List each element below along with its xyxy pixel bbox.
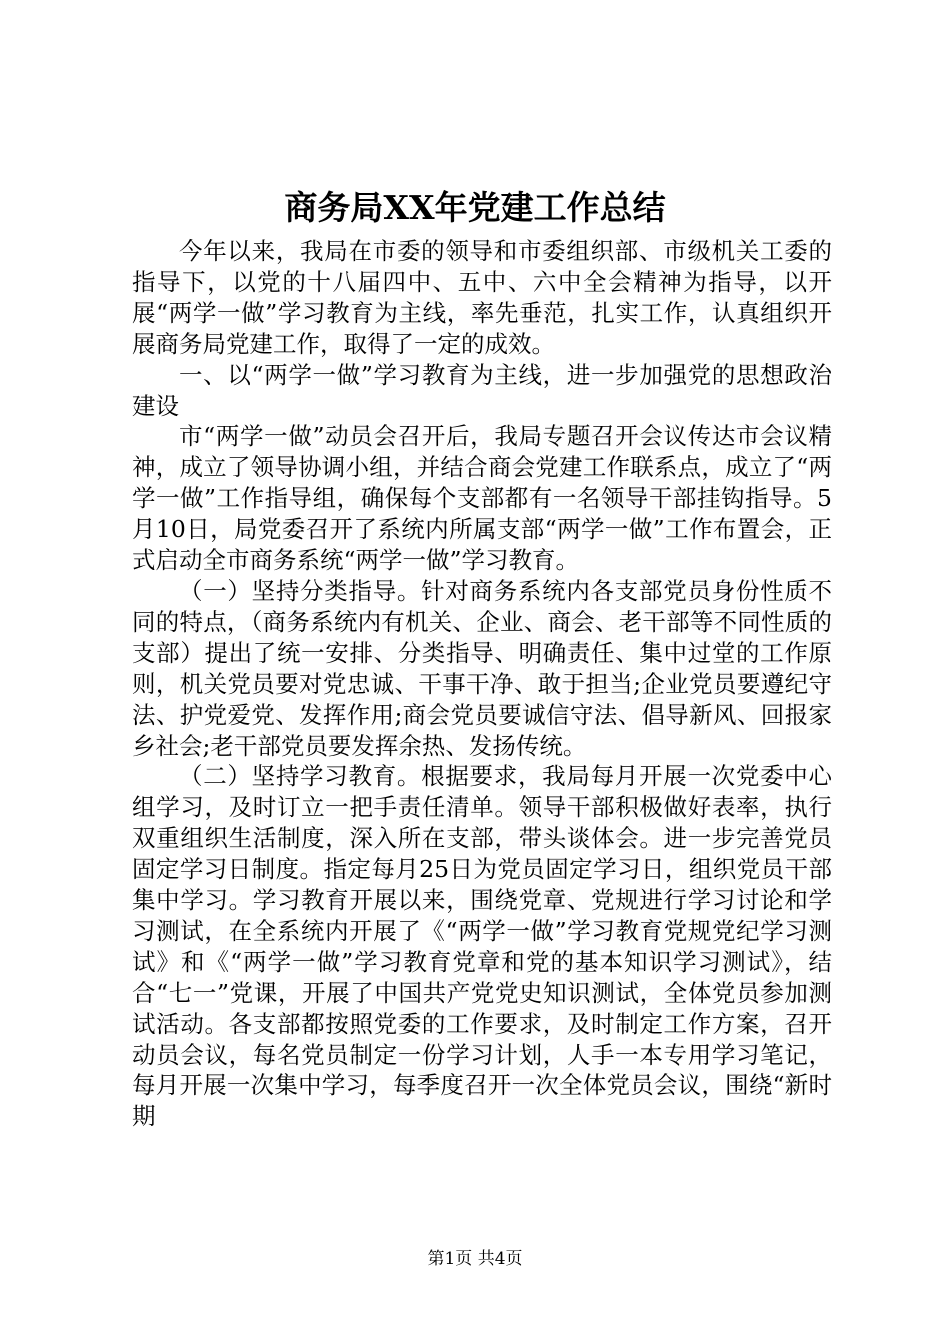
document-body	[132, 236, 832, 1132]
page-footer: 第1页 共4页	[427, 1249, 523, 1269]
paragraph-mobilization: 市“两学一做”动员会召开后，我局专题召开会议传达市会议精神，成立了领导协调小组，并结合商会党建工作联系点，成立了“两学一做”工作指导组，确保每个支部都有一名领导干部挂钩指导。5月10日，局党委召开了系统内所属支部“两学一做”工作布置会，正式启动全市商务系统“两学一做”学习教育。	[132, 422, 832, 575]
document-title: 商务局XX年党建工作总结	[284, 188, 666, 227]
section-heading-1: 一、以“两学一做”学习教育为主线，进一步加强党的思想政治建设	[132, 360, 832, 420]
paragraph-study-education: （二）坚持学习教育。根据要求，我局每月开展一次党委中心组学习，及时订立一把手责任清单。领导干部积极做好表率，执行双重组织生活制度，深入所在支部，带头谈体会。进一步完善党员固定学习日制度。指定每月25日为党员固定学习日，组织党员干部集中学习。学习教育开展以来，围绕党章、党规进行学习讨论和学习测试，在全系统内开展了《“两学一做”学习教育党规党纪学习测试》和《“两学一做”学习教育党章和党的基本知识学习测试》，结合“七一”党课，开展了中国共产党党史知识测试，全体党员参加测试活动。各支部都按照党委的工作要求，及时制定工作方案，召开动员会议，每名党员制定一份学习计划，人手一本专用学习笔记，每月开展一次集中学习，每季度召开一次全体党员会议，围绕“新时期	[132, 762, 832, 1131]
paragraph-classified-guidance: （一）坚持分类指导。针对商务系统内各支部党员身份性质不同的特点，（商务系统内有机关、企业、商会、老干部等不同性质的支部）提出了统一安排、分类指导、明确责任、集中过堂的工作原则，机关党员要对党忠诚、干事干净、敢于担当;企业党员要遵纪守法、护党爱党、发挥作用;商会党员要诚信守法、倡导新风、回报家乡社会;老干部党员要发挥余热、发扬传统。	[132, 576, 832, 760]
paragraph-intro: 今年以来，我局在市委的领导和市委组织部、市级机关工委的指导下，以党的十八届四中、五中、六中全会精神为指导，以开展“两学一做”学习教育为主线，率先垂范，扎实工作，认真组织开展商务局党建工作，取得了一定的成效。	[132, 237, 832, 358]
